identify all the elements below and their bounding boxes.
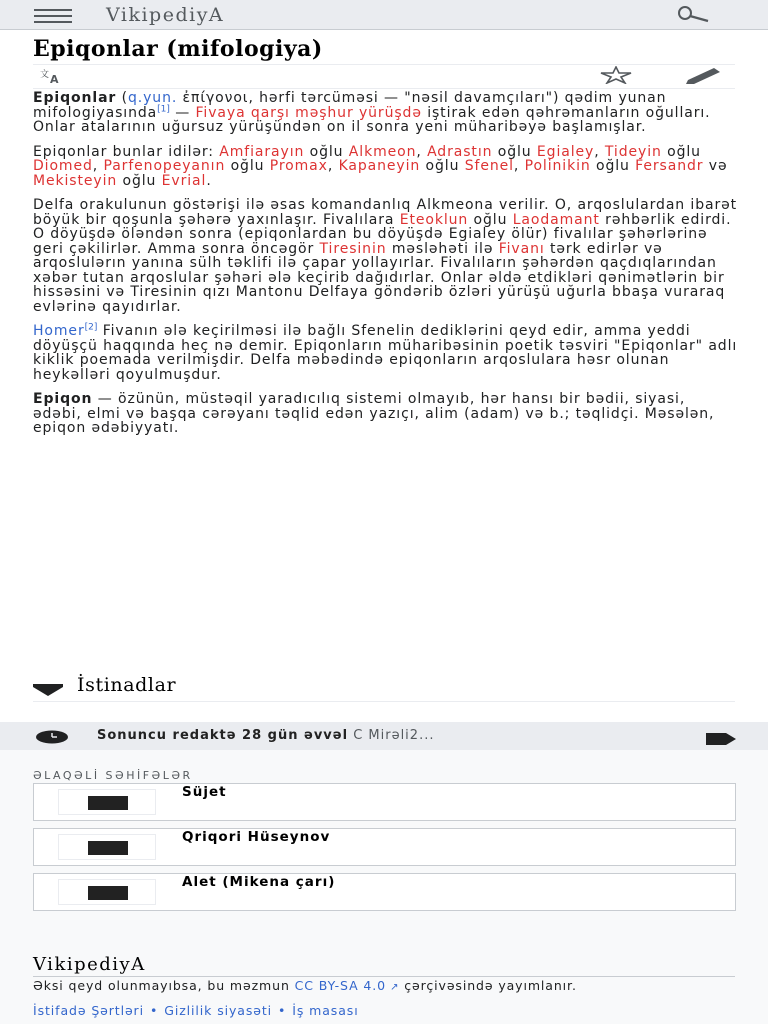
chevron-down-icon: [33, 681, 63, 693]
related-page-card[interactable]: [33, 828, 736, 866]
link-eteoklun[interactable]: Eteoklun: [399, 211, 469, 228]
link-evrial[interactable]: Evrial: [161, 172, 207, 189]
svg-text:文: 文: [40, 70, 50, 80]
link-homer[interactable]: Homer: [33, 323, 85, 339]
text: ,: [594, 143, 605, 160]
text: (: [116, 90, 128, 106]
footer-wordmark: VikipediyA: [33, 954, 146, 975]
link-mekisteyin[interactable]: Mekisteyin: [33, 172, 118, 189]
related-pages-heading: ƏLAQƏLİ SƏHİFƏLƏR: [33, 769, 193, 782]
text: ,: [513, 158, 525, 174]
text: Fivanın ələ keçirilməsi ilə bağlı Sfenelin dediklərini qeyd edir, amma yeddi döyüşçü haqqında heç nə demir. Epiqonların müharibəsinin poetik təsviri "Epiqonlar" adlı kiklik poemada verilmişdir. Delfa məbədində epiqonların arqoslulara həsr olunan heykəlləri qoyulmuşdur.: [33, 323, 738, 383]
text: oğlu: [225, 158, 270, 174]
link-fersandr[interactable]: Fersandr: [635, 158, 704, 174]
link-diomed[interactable]: Diomed: [33, 158, 93, 174]
license-text: çərçivəsində yayımlanır.: [399, 978, 577, 993]
text: tərk edirlər və arqoslulərın yanına sülh təklifi ilə çapar yollayırlar. Fivalıların şəhərdən qaçdıqlarından xəbər tutan arqoslular şəhəri ələ keçirib dağıdırlar. Onlar əldə etdikləri qənimətlərin bir hissəsini və Tiresinin qızı Mantonu Delfaya göndərib özləri yürüşü uğurla bbaşa vuraraq evlərinə qayıdırlar.: [33, 240, 726, 315]
paragraph-5: [33, 392, 739, 436]
references-heading: İstinadlar: [77, 674, 177, 696]
desktop-link[interactable]: İş masası: [292, 1003, 359, 1018]
page-title: Epiqonlar (mifologiya): [33, 36, 323, 62]
image-placeholder-icon: [58, 879, 156, 905]
link-laodamant[interactable]: Laodamant: [512, 211, 600, 228]
title-divider: [33, 64, 735, 65]
text: ἐπίγονοι, hərfi tərcüməsi — "nəsil davamçıları") qədim yunan mifologiyasında: [33, 90, 667, 121]
link-polinikin[interactable]: Polinikin: [524, 158, 591, 174]
text: — özünün, müstəqil yaradıcılıq sistemi olmayıb, hər hansı bir bədii, siyasi, ədəbi, elmi və başqa cərəyanı təqlid edən yazıçı, alim (adam) və b.; təqlidçi. Məsələn, epiqon ədəbiyyatı.: [33, 391, 715, 436]
text: oğlu: [661, 143, 701, 160]
link-tiresinin[interactable]: Tiresinin: [319, 240, 387, 257]
related-page-title: Alet (Mikena çarı): [182, 874, 336, 890]
link-sfenel[interactable]: Sfenel: [464, 158, 514, 174]
paragraph-2: [33, 145, 739, 189]
text: ,: [92, 158, 104, 174]
paragraph-3: [33, 198, 739, 314]
last-edited-label: Sonuncu redaktə 28 gün əvvəl: [97, 728, 349, 743]
link-fivaya-yurus[interactable]: Fivaya qarşı məşhur yürüşdə: [195, 104, 422, 121]
link-kapaneyin[interactable]: Kapaneyin: [338, 158, 421, 174]
license-text: Əksi qeyd olunmayıbsa, bu məzmun: [33, 978, 295, 993]
related-page-card[interactable]: [33, 873, 736, 911]
actions-divider: [33, 88, 735, 89]
text: iştirak edən qəhrəmanların oğulları. Onlar atalarının uğursuz yürüşündən on il sonra yeni müharibəyə başlamışlar.: [33, 104, 711, 135]
text: oğlu: [468, 211, 513, 228]
text: və: [703, 158, 728, 174]
reference-link-2[interactable]: [2]: [84, 322, 98, 333]
text: oğlu: [420, 158, 465, 174]
link-egialey[interactable]: Egialey: [536, 143, 595, 160]
license-notice: [33, 979, 739, 994]
footer-divider: [33, 976, 735, 977]
chevron-right-icon: [706, 730, 736, 742]
svg-text:A: A: [50, 73, 59, 84]
pencil-icon[interactable]: [684, 66, 722, 84]
link-tideyin[interactable]: Tideyin: [604, 143, 662, 160]
last-edited-user[interactable]: C Mirəli2...: [348, 728, 435, 743]
language-icon[interactable]: [40, 68, 66, 84]
related-page-title: Qriqori Hüseynov: [182, 829, 331, 845]
link-alkmeon[interactable]: Alkmeon: [348, 143, 417, 160]
paragraph-4: [33, 324, 739, 382]
image-placeholder-icon: [58, 834, 156, 860]
term-bold: Epiqon: [33, 391, 93, 407]
text: Delfa orakulunun göstərişi ilə əsas komandanlıq Alkmeona verilir. O, arqoslulardan ibarət böyük bir qoşunla şəhərə yaxınlaşır. Fivalılara: [33, 197, 738, 228]
link-promax[interactable]: Promax: [269, 158, 328, 174]
license-link[interactable]: CC BY-SA 4.0: [294, 978, 387, 993]
link-adrastin[interactable]: Adrastın: [427, 143, 493, 160]
link-q-yun[interactable]: q.yun.: [127, 90, 178, 106]
article-body: [33, 91, 739, 446]
reference-link-1[interactable]: [1]: [157, 103, 170, 114]
text: məsləhəti ilə: [386, 240, 499, 257]
text: .: [206, 172, 212, 189]
top-header: [0, 0, 768, 30]
privacy-policy-link[interactable]: Gizlilik siyasəti: [164, 1003, 273, 1018]
hamburger-menu-icon[interactable]: [34, 9, 72, 23]
references-section-toggle[interactable]: [33, 674, 735, 702]
last-edited-text: [97, 728, 434, 743]
footer-links: İstifadə Şərtləri • Gizlilik siyasəti • İş masası: [33, 1003, 359, 1018]
text: rəhbərlik edirdi. O döyüşdə öləndən sonra (epiqonlardan bu döyüşdə Egialey ölür) fivalılar şəhərlərinə geri çəkilirlər. Amma sonra öncəgör: [33, 211, 732, 257]
history-icon: [34, 729, 70, 743]
term-bold: Epiqonlar: [33, 90, 117, 106]
external-link-icon: ↗: [386, 982, 400, 993]
text: ,: [327, 158, 339, 174]
terms-of-use-link[interactable]: İstifadə Şərtləri: [33, 1003, 144, 1018]
text: oğlu: [304, 143, 349, 160]
wikipedia-wordmark[interactable]: VikipediyA: [106, 4, 225, 26]
text: oğlu: [590, 158, 636, 174]
text: Epiqonlar bunlar idilər:: [33, 143, 220, 160]
link-fivani[interactable]: Fivanı: [498, 240, 545, 257]
link-parfenopeyanin[interactable]: Parfenopeyanın: [103, 158, 226, 174]
text: —: [169, 104, 196, 121]
search-icon[interactable]: [670, 4, 714, 26]
star-icon[interactable]: [598, 66, 634, 84]
text: ,: [416, 143, 428, 160]
related-page-card[interactable]: [33, 783, 736, 821]
paragraph-1: [33, 91, 739, 135]
text: oğlu: [492, 143, 537, 160]
text: oğlu: [117, 172, 162, 189]
link-amfiarayin[interactable]: Amfiarayın: [219, 143, 305, 160]
last-edited-bar[interactable]: [0, 722, 768, 750]
image-placeholder-icon: [58, 789, 156, 815]
related-page-title: Süjet: [182, 784, 227, 800]
